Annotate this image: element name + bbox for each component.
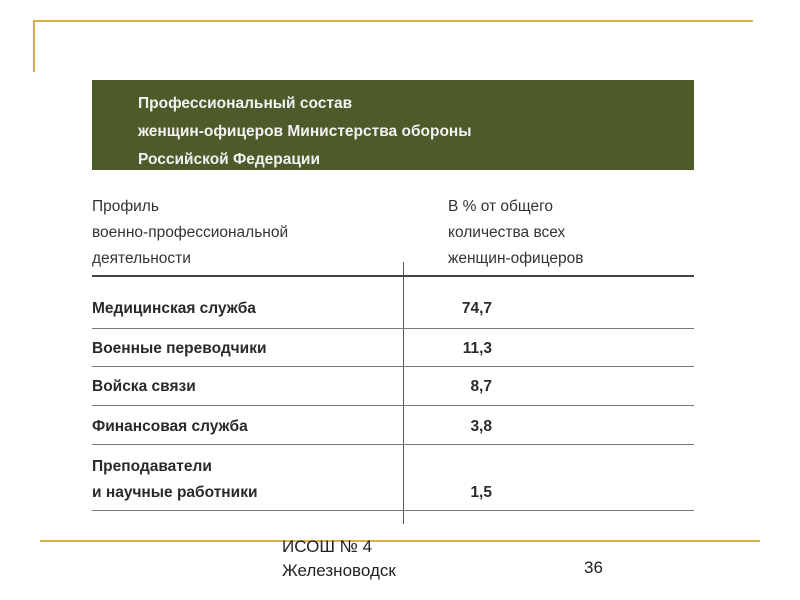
row-label-line: Преподаватели <box>92 458 212 475</box>
column-header-profile <box>92 194 288 272</box>
row-label-medical: Медицинская служба <box>92 300 256 317</box>
row-label-line: и научные работники <box>92 484 258 501</box>
row-label-translators: Военные переводчики <box>92 340 267 357</box>
column-header-line: военно-профессиональной <box>92 224 289 241</box>
row-label-finance: Финансовая служба <box>92 418 248 435</box>
frame-bottom-line <box>40 540 760 542</box>
header-rule <box>92 275 694 277</box>
row-rule <box>92 405 694 406</box>
column-header-line: Профиль <box>92 198 159 215</box>
column-header-line: деятельности <box>92 250 191 267</box>
column-header-line: В % от общего <box>448 198 554 215</box>
footer-school <box>282 535 396 583</box>
footer-school-line: Железноводск <box>282 561 396 580</box>
row-value-signal-troops: 8,7 <box>470 378 492 395</box>
row-rule <box>92 328 694 329</box>
row-rule <box>92 366 694 367</box>
column-header-line: женщин-офицеров <box>448 250 584 267</box>
table-title-line: женщин-офицеров Министерства обороны <box>138 123 472 140</box>
table-title-box <box>92 80 694 170</box>
column-divider <box>403 262 404 524</box>
table-bottom-rule <box>92 510 694 511</box>
row-value-teachers: 1,5 <box>470 484 492 501</box>
frame-left-line <box>33 20 35 72</box>
row-value-translators: 11,3 <box>462 340 492 357</box>
column-header-percent <box>448 194 584 272</box>
table-title-line: Российской Федерации <box>138 151 320 168</box>
row-label-teachers <box>92 454 257 506</box>
frame-top-line <box>33 20 753 22</box>
row-value-finance: 3,8 <box>470 418 492 435</box>
table-title-line: Профессиональный состав <box>138 95 353 112</box>
column-header-line: количества всех <box>448 224 566 241</box>
footer-school-line: ИСОШ № 4 <box>282 537 373 556</box>
row-label-signal-troops: Войска связи <box>92 378 196 395</box>
row-rule <box>92 444 694 445</box>
page-number: 36 <box>584 558 603 577</box>
row-value-medical: 74,7 <box>461 300 492 317</box>
